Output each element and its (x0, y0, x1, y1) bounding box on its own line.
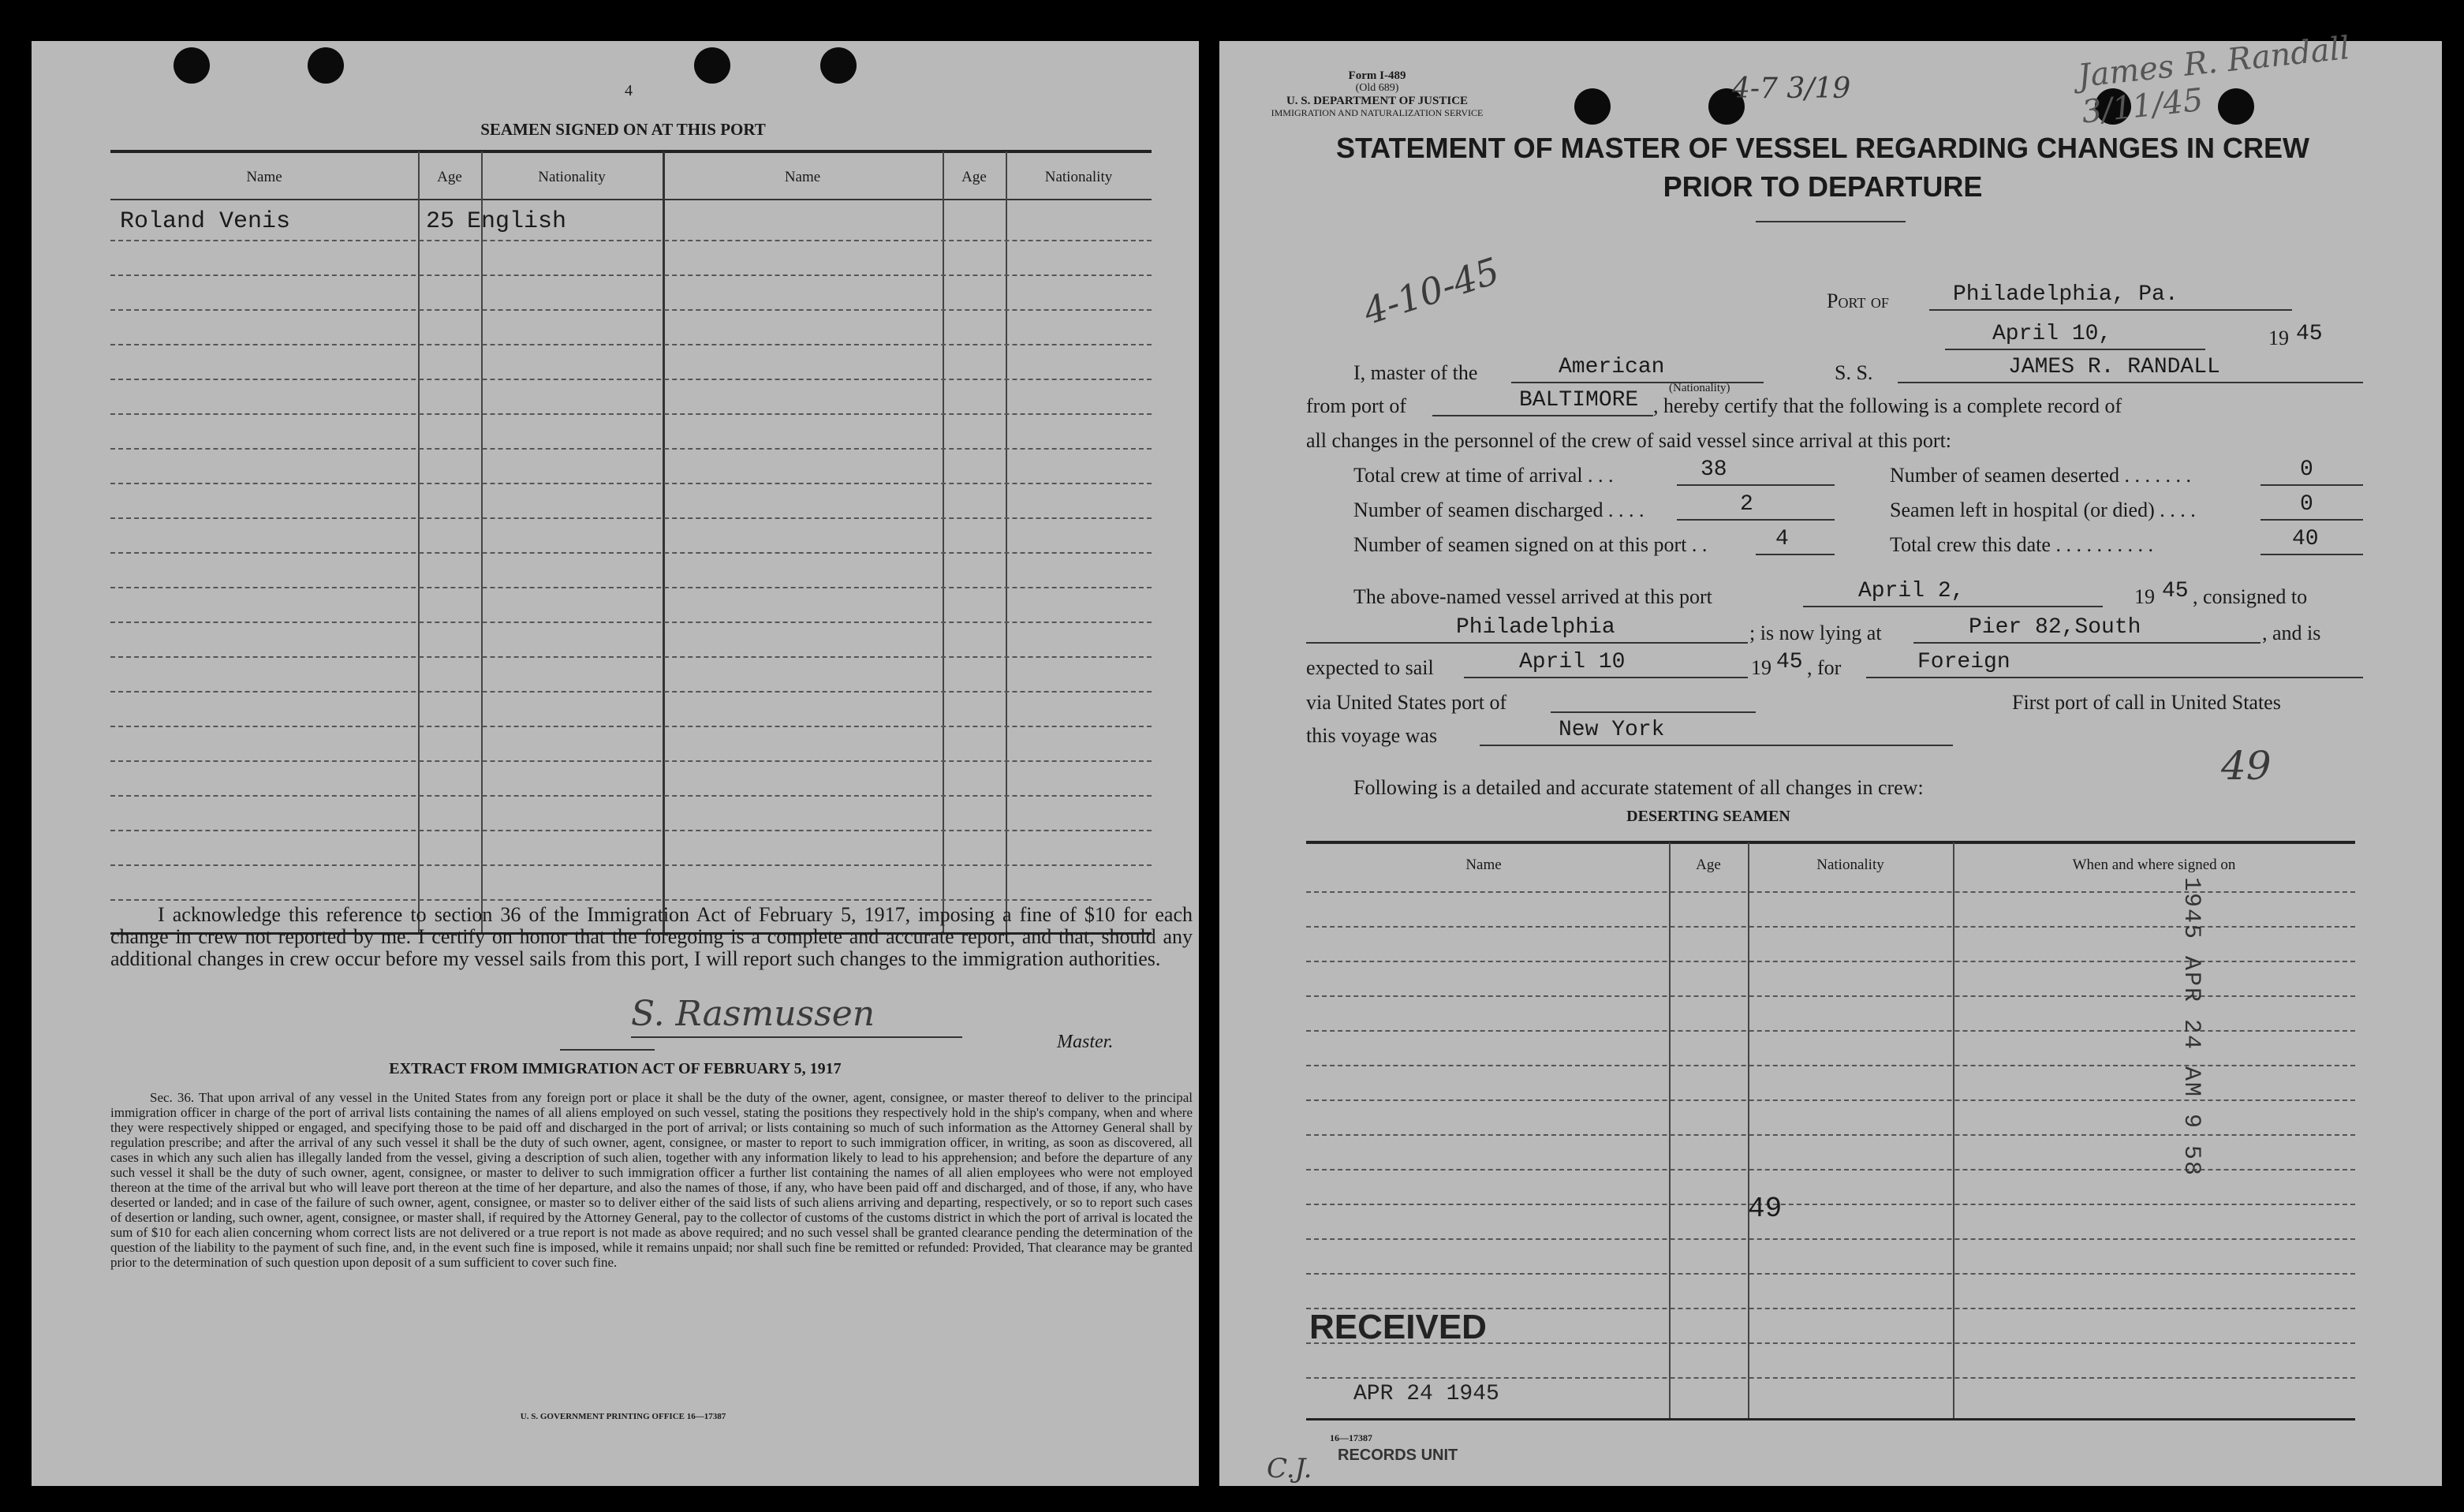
ship-name-line (1898, 382, 2363, 383)
row-rule (110, 656, 1152, 658)
desert-col-nationality: Nationality (1816, 857, 1884, 873)
year-prefix: 19 (2268, 327, 2289, 349)
row-rule (110, 379, 1152, 380)
port-value: Philadelphia, Pa. (1953, 282, 2178, 307)
row-age: 25 (426, 208, 455, 235)
discharged-value: 2 (1740, 492, 1753, 517)
form-title-line1: STATEMENT OF MASTER OF VESSEL REGARDING CHANGES IN CREW (1335, 132, 2310, 164)
col-header-nationality-2: Nationality (1044, 169, 1113, 185)
handwritten-note-top: 4-7 3/19 (1732, 73, 1851, 105)
certify-text: , hereby certify that the following is a complete record of (1653, 394, 2122, 417)
extract-text: Sec. 36. That upon arrival of any vessel in the United States from any foreign port or place it shall be the duty of the owner, agent, consignee, or master thereof to deliver to the principal immigration officer in charge of the port of arrival lists containing the names of all aliens employed on such vessel, stating the positions they respectively hold in the ship's company, when and where they were respectively shipped or engaged, and specifying those to be paid off and discharged in the port of arrival; or lists containing so much of such information as the Attorney General shall by regulation prescribe; and after the arrival of any such vessel it shall be the duty of such owner, agent, consignee, or master to report to such immigration officer, in writing, as soon as discovered, all cases in which any such alien has illegally landed from the vessel, giving a description of such alien, together with any information likely to lead to his apprehension; and before the departure of any such vessel it shall be the duty of such owner, agent, consignee, or master to deliver to such immigration officer a further list containing the names of all alien employees who were not employed thereon at the time of the arrival but who will leave port thereon at the time of her departure, and also the names of those, if any, who have been paid off and discharged, and of those, if any, who have deserted or landed; and in case of the failure of such owner, agent, consignee, or master so to deliver either of the said lists of such aliens arriving and departing, respectively, or so to report such cases of desertion or landing, such owner, agent, consignee, or master shall, if required by the Attorney General, pay to the collector of customs of the customs district in which the port of arrival is located the sum of $10 for each alien concerning whom correct lists are not delivered or a true report is not made as above required; and no such vessel shall be granted clearance pending the determination of the question of the liability to the payment of such fine, and, in the event such fine is imposed, while it remains unpaid; nor shall such fine be remitted or refunded: Provided, That clearance may be granted prior to the determination of such question upon deposit of a sum sufficient to cover such fine. (110, 1090, 1193, 1270)
hospital-value: 0 (2300, 492, 2313, 517)
handwritten-49: 49 (2221, 743, 2272, 789)
col-divider (663, 151, 665, 932)
from-port-label: from port of (1306, 394, 1407, 417)
hospital-line (2261, 519, 2363, 521)
desert-col-name: Name (1465, 857, 1502, 873)
row-rule (1306, 1377, 2355, 1379)
total-crew-line (2261, 554, 2363, 555)
desert-col-signed-on: When and where signed on (2072, 857, 2236, 873)
consignee-value: Philadelphia (1456, 615, 1615, 640)
service: IMMIGRATION AND NATURALIZATION SERVICE (1271, 107, 1484, 118)
punch-hole (1574, 88, 1611, 125)
first-port-value: New York (1559, 718, 1665, 742)
row-rule (110, 344, 1152, 345)
signature-line (631, 1036, 962, 1038)
right-page (1219, 30, 2442, 1486)
col-divider (1748, 842, 1749, 1418)
from-port-value: BALTIMORE (1519, 388, 1639, 413)
row-rule (110, 448, 1152, 450)
page-number: 4 (625, 82, 633, 99)
expected-date: April 10 (1519, 650, 1626, 674)
handwritten-corner-note: James R. Randall 3/11/45 (2076, 30, 2352, 131)
and-is-label: , and is (2262, 622, 2321, 644)
nationality-caption: (Nationality) (1669, 382, 1730, 394)
consignee-line (1306, 642, 1748, 644)
first-port-line (1480, 745, 1953, 746)
row-rule (110, 622, 1152, 623)
total-crew-arrival-value: 38 (1701, 457, 1727, 482)
row-rule (110, 240, 1152, 241)
arrived-date: April 2, (1858, 579, 1965, 603)
row-rule (110, 413, 1152, 415)
total-crew-label: Total crew this date . . . . . . . . . . (1890, 533, 2153, 556)
handwritten-initials: C.J. (1267, 1453, 1312, 1484)
discharged-line (1677, 519, 1835, 521)
received-date: APR 24 1945 (1353, 1382, 1499, 1406)
expected-year: 45 (1776, 650, 1803, 674)
signed-on-line (1756, 554, 1835, 555)
row-rule (110, 760, 1152, 762)
row-rule (110, 587, 1152, 588)
form-old-number: (Old 689) (1355, 82, 1399, 94)
row-rule (110, 483, 1152, 484)
table-top-rule (110, 150, 1152, 153)
year-value: 45 (2296, 322, 2323, 346)
row-rule (1306, 1238, 2355, 1240)
lying-at-line (1913, 642, 2261, 644)
punch-hole (694, 47, 730, 84)
total-crew-arrival-label: Total crew at time of arrival . . . (1353, 464, 1614, 487)
deserting-table-top (1306, 841, 2355, 844)
arrived-label: The above-named vessel arrived at this port (1353, 585, 1712, 608)
printing-office: U. S. GOVERNMENT PRINTING OFFICE 16—17387 (520, 1412, 726, 1421)
following-label: Following is a detailed and accurate statement of all changes in crew: (1353, 776, 1924, 799)
deserted-value: 0 (2300, 457, 2313, 482)
deserting-title: DESERTING SEAMEN (1626, 808, 1790, 825)
col-header-age: Age (437, 169, 462, 185)
form-number: Form I-489 (1348, 69, 1406, 82)
nationality-value: American (1559, 355, 1665, 379)
row-rule (110, 309, 1152, 311)
via-line (1551, 711, 1756, 713)
port-label: Port of (1827, 289, 1889, 312)
title-rule (1756, 221, 1906, 222)
certify-text-2: all changes in the personnel of the crew of said vessel since arrival at this port: (1306, 429, 1952, 452)
arrived-date-line (1803, 606, 2103, 607)
ship-name: JAMES R. RANDALL (2008, 355, 2220, 379)
master-signature: S. Rasmussen (631, 994, 875, 1034)
department: U. S. DEPARTMENT OF JUSTICE (1286, 95, 1469, 107)
divider-rule (560, 1049, 655, 1051)
via-label: via United States port of (1306, 691, 1507, 714)
col-header-nationality: Nationality (538, 169, 606, 185)
discharged-label: Number of seamen discharged . . . . (1353, 498, 1645, 521)
col-divider (418, 151, 420, 932)
expected-year-prefix: 19 (1751, 656, 1771, 679)
total-crew-value: 40 (2292, 527, 2319, 551)
for-label: , for (1807, 656, 1842, 679)
row-nationality: English (467, 208, 567, 235)
records-unit-stamp: RECORDS UNIT (1338, 1447, 1458, 1464)
col-divider (1953, 842, 1954, 1418)
ss-label: S. S. (1835, 361, 1873, 384)
row-name: Roland Venis (120, 208, 291, 235)
master-label: Master. (1057, 1032, 1114, 1052)
total-crew-arrival-line (1677, 484, 1835, 486)
handwritten-date: 4-10-45 (1357, 248, 1505, 334)
form-title-line2: PRIOR TO DEPARTURE (1663, 170, 1983, 203)
row-rule (110, 899, 1152, 901)
expected-date-line (1464, 677, 1748, 678)
received-stamp: RECEIVED (1309, 1308, 1487, 1346)
port-line (1929, 309, 2292, 311)
row-rule (110, 274, 1152, 276)
extract-title: EXTRACT FROM IMMIGRATION ACT OF FEBRUARY 5, 1917 (389, 1060, 842, 1077)
arrived-year-prefix: 19 (2134, 585, 2155, 608)
deserted-label: Number of seamen deserted . . . . . . . (1890, 464, 2191, 487)
col-header-name: Name (246, 169, 282, 185)
row-rule (1306, 1273, 2355, 1275)
row-rule (1306, 1204, 2355, 1205)
left-page (32, 41, 1199, 1486)
acknowledgement-text: I acknowledge this reference to section 36 of the Immigration Act of February 5, 1917, imposing a fine of $10 for each change in crew not reported by me. I certify on honor that the foregoing is a complete and accurate report, and that, should any additional changes in crew occur before my vessel sails from this port, I will report such changes to the immigration authorities. (110, 903, 1193, 970)
row-rule (110, 864, 1152, 866)
from-port-line (1432, 415, 1653, 416)
col-divider (943, 151, 944, 932)
desert-col-age: Age (1696, 857, 1721, 873)
lying-at-value: Pier 82,South (1969, 615, 2141, 640)
signed-on-label: Number of seamen signed on at this port . . (1353, 533, 1708, 556)
date-value: April 10, (1992, 322, 2112, 346)
punch-hole (174, 47, 210, 84)
arrived-year: 45 (2162, 579, 2189, 603)
row-rule (110, 517, 1152, 519)
stamped-49: 49 (1748, 1193, 1783, 1225)
row-rule (110, 552, 1152, 554)
row-rule (110, 726, 1152, 727)
first-port-label: First port of call in United States (2012, 691, 2281, 714)
header-rule (110, 199, 1152, 200)
lying-at-label: ; is now lying at (1749, 622, 1882, 644)
this-voyage-label: this voyage was (1306, 724, 1438, 747)
row-rule (110, 691, 1152, 693)
hospital-label: Seamen left in hospital (or died) . . . . (1890, 498, 2196, 521)
punch-hole (820, 47, 857, 84)
expected-label: expected to sail (1306, 656, 1434, 679)
row-rule (110, 795, 1152, 797)
destination-value: Foreign (1917, 650, 2010, 674)
col-divider (481, 151, 483, 932)
deserting-table-bottom (1306, 1418, 2355, 1421)
signed-on-value: 4 (1775, 527, 1789, 551)
destination-line (1866, 677, 2363, 678)
col-divider (1006, 151, 1007, 932)
bottom-form-code: 16—17387 (1330, 1432, 1372, 1443)
col-header-name-2: Name (784, 169, 821, 185)
punch-hole (308, 47, 344, 84)
col-header-age-2: Age (961, 169, 987, 185)
master-of-the-label: I, master of the (1353, 361, 1478, 384)
section-title: SEAMEN SIGNED ON AT THIS PORT (480, 120, 766, 139)
received-stamp-vertical: 1945 APR 24 AM 9 58 (2178, 877, 2205, 1178)
consigned-to-label: , consigned to (2193, 585, 2308, 608)
row-rule (110, 830, 1152, 831)
col-divider (1669, 842, 1671, 1418)
deserted-line (2261, 484, 2363, 486)
date-line (1945, 349, 2205, 350)
